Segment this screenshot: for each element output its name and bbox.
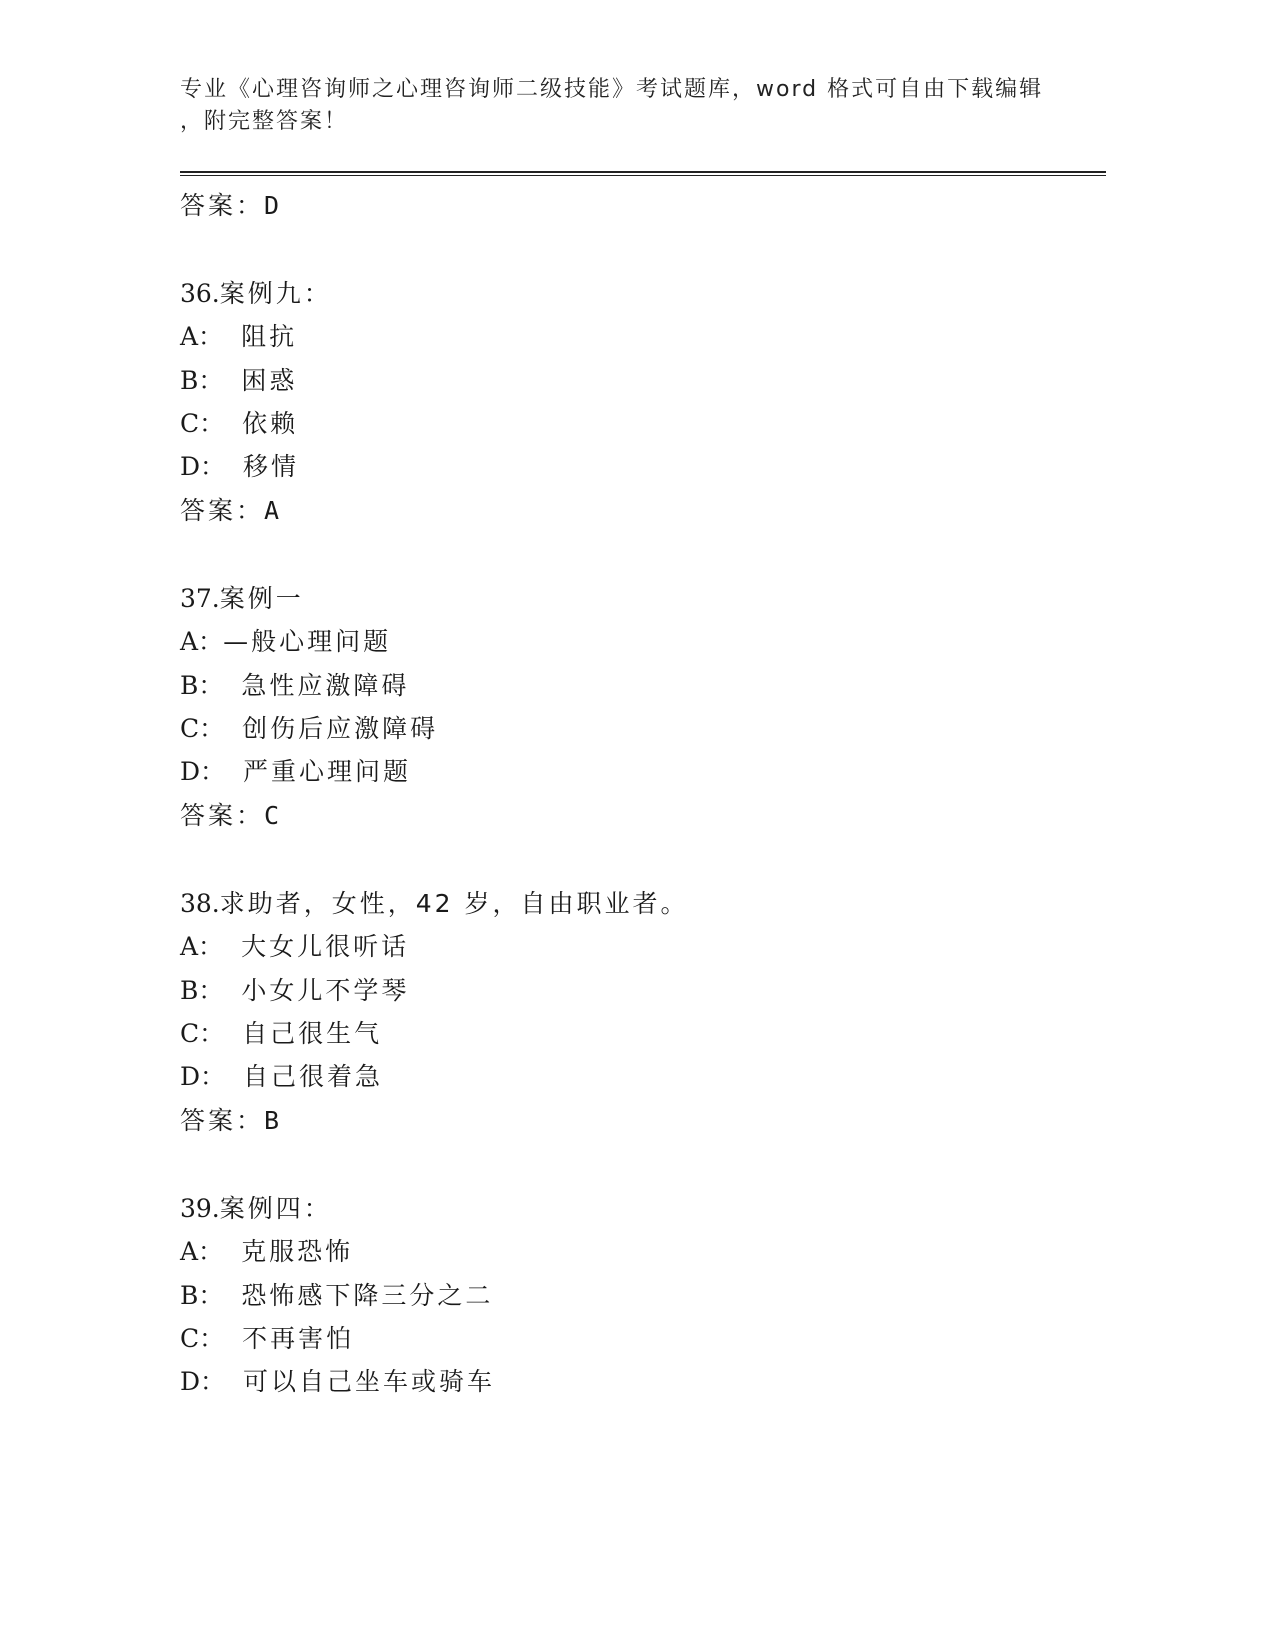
option-text: 创伤后应激障碍	[242, 714, 439, 743]
option-key: D：	[180, 757, 226, 786]
answer-value: A	[264, 496, 281, 525]
question-number: 37.	[180, 584, 220, 613]
answer-label: 答案：	[180, 801, 265, 830]
option-text: 自己很着急	[243, 1062, 384, 1091]
option-text: 可以自己坐车或骑车	[243, 1367, 496, 1396]
answer-value: C	[264, 801, 281, 830]
question-text: 求助者，女性，42 岁，自由职业者。	[219, 889, 689, 918]
answer-37	[180, 796, 280, 832]
option-b	[180, 971, 409, 1007]
option-text: 依赖	[242, 409, 299, 438]
question-number: 39.	[180, 1194, 220, 1223]
option-text: 急性应激障碍	[241, 671, 410, 700]
option-c	[180, 709, 438, 745]
question-text: 案例一	[219, 584, 304, 613]
answer-36	[180, 491, 280, 527]
option-key: B：	[180, 671, 224, 700]
question-text: 案例九：	[219, 279, 332, 308]
answer-label: 答案：	[180, 496, 265, 525]
header-divider-thick	[180, 171, 1106, 173]
option-key: C：	[180, 1019, 225, 1048]
option-text: 自己很生气	[242, 1019, 383, 1048]
option-text: 不再害怕	[242, 1324, 355, 1353]
question-37	[180, 579, 304, 615]
header-title-line-2: ，附完整答案！	[180, 109, 349, 134]
option-key: A：	[180, 1237, 224, 1266]
option-b	[180, 666, 409, 702]
option-a	[180, 317, 297, 353]
option-text: 移情	[243, 452, 300, 481]
option-key: A：	[180, 322, 224, 351]
option-a	[180, 622, 391, 658]
header-title-line-1: 专业《心理咨询师之心理咨询师二级技能》考试题库，word 格式可自由下载编辑	[180, 77, 1044, 102]
option-text: 小女儿不学琴	[241, 976, 410, 1005]
answer-38	[180, 1101, 280, 1137]
question-number: 38.	[180, 889, 220, 918]
question-text: 案例四：	[219, 1194, 332, 1223]
answer-label: 答案：	[180, 1106, 265, 1135]
option-key: A：	[180, 932, 224, 961]
option-c	[180, 1319, 354, 1355]
option-text: 克服恐怖	[241, 1237, 354, 1266]
option-d	[180, 1057, 383, 1093]
option-text: 恐怖感下降三分之二	[241, 1281, 494, 1310]
option-text: 阻抗	[241, 322, 298, 351]
option-text: 困惑	[241, 366, 298, 395]
option-text: 大女儿很听话	[241, 932, 410, 961]
option-text: 严重心理问题	[243, 757, 412, 786]
option-d	[180, 1362, 495, 1398]
option-a	[180, 1232, 353, 1268]
document-header	[180, 74, 1044, 138]
option-key: C：	[180, 1324, 225, 1353]
option-b	[180, 361, 297, 397]
question-number: 36.	[180, 279, 220, 308]
option-key: C：	[180, 714, 225, 743]
option-key: B：	[180, 976, 224, 1005]
option-text: —般心理问题	[223, 627, 392, 656]
option-d	[180, 447, 299, 483]
option-key: C：	[180, 409, 225, 438]
answer-label: 答案：	[180, 191, 265, 220]
question-39	[180, 1189, 332, 1225]
option-d	[180, 752, 411, 788]
option-key: A：	[180, 627, 224, 656]
question-38	[180, 884, 689, 920]
option-c	[180, 1014, 382, 1050]
answer-value: B	[264, 1106, 281, 1135]
question-36	[180, 274, 332, 310]
option-key: B：	[180, 1281, 224, 1310]
previous-answer	[180, 186, 280, 222]
option-key: D：	[180, 1062, 226, 1091]
answer-value: D	[264, 191, 281, 220]
option-key: D：	[180, 1367, 226, 1396]
option-b	[180, 1276, 493, 1312]
header-divider-thin	[180, 175, 1106, 176]
option-a	[180, 927, 409, 963]
option-key: B：	[180, 366, 224, 395]
option-c	[180, 404, 298, 440]
option-key: D：	[180, 452, 226, 481]
